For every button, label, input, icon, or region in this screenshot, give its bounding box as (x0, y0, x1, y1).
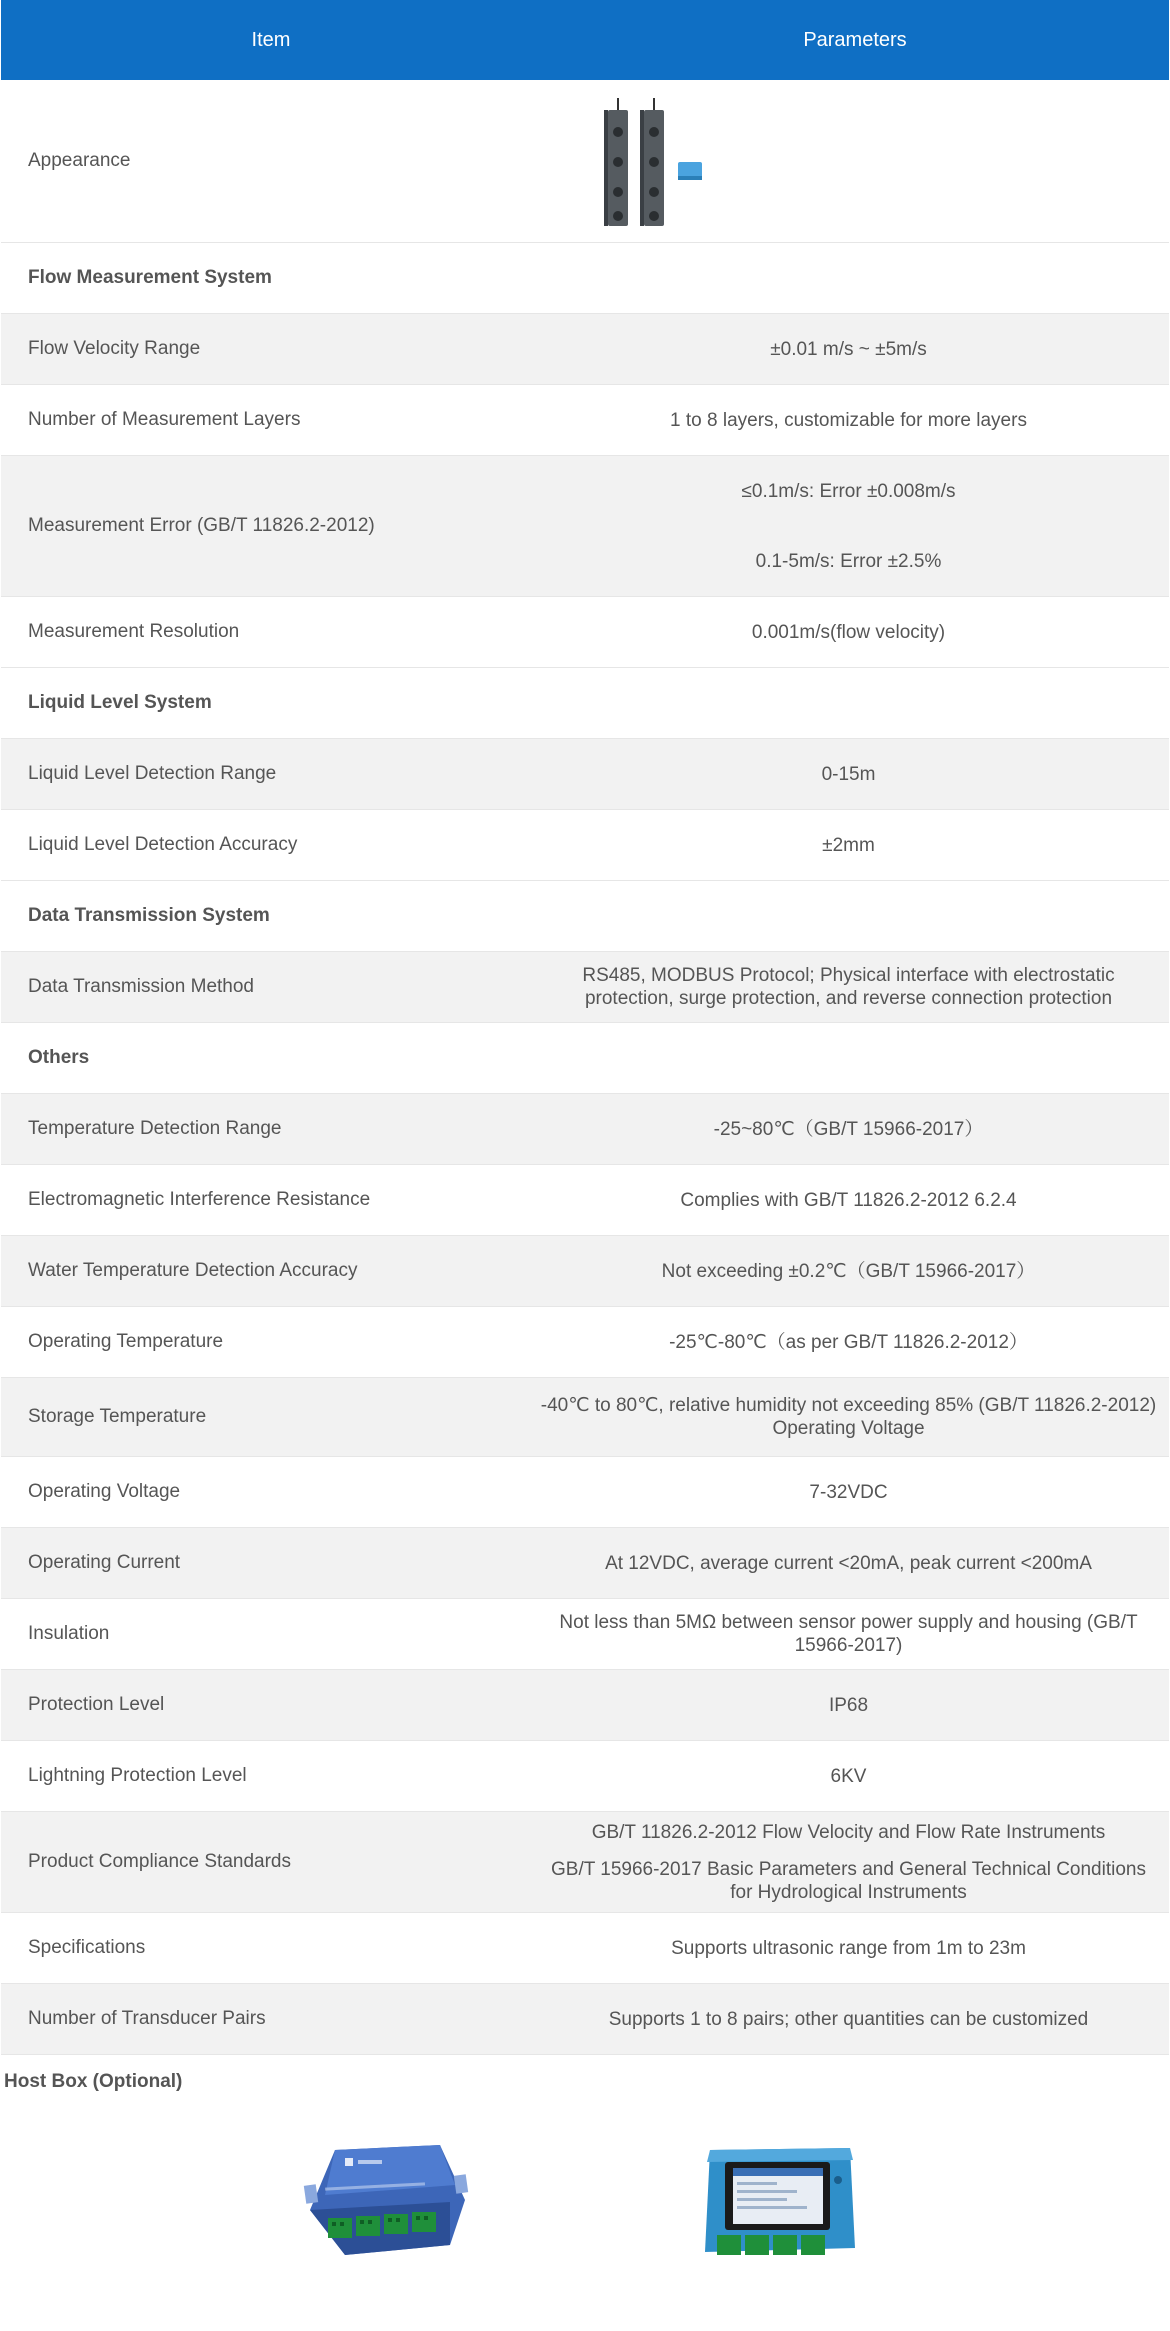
row-value (538, 621, 1169, 644)
row-value (538, 1611, 1169, 1657)
row-label: Data Transmission System (28, 905, 270, 926)
row-value-line: ≤0.1m/s: Error ±0.008m/s (741, 480, 956, 502)
transducer-appearance-image (596, 96, 726, 226)
table-row-specifications (1, 1913, 1169, 1984)
row-label: Operating Voltage (28, 1481, 181, 1502)
row-value-line: RS485, MODBUS Protocol; Physical interface with electrostatic protection, surge protection, and reverse connection protection (582, 965, 1115, 1009)
table-row-measurement-resolution (1, 597, 1169, 668)
table-row-temperature-detection-range (1, 1094, 1169, 1165)
row-value (538, 1937, 1169, 1960)
row-value-line: Supports 1 to 8 pairs; other quantities can be customized (608, 2008, 1089, 2030)
row-value-line: 0-15m (821, 763, 876, 785)
row-value (538, 1821, 1169, 1904)
row-value-line: Not less than 5MΩ between sensor power supply and housing (GB/T 15966-2017) (559, 1612, 1138, 1656)
row-value-line: GB/T 11826.2-2012 Flow Velocity and Flow Rate Instruments (591, 1821, 1106, 1843)
table-header (1, 0, 1169, 80)
table-row-others (1, 1023, 1169, 1094)
row-value-line: -25~80℃（GB/T 15966-2017） (713, 1118, 984, 1140)
table-row-storage-temperature (1, 1378, 1169, 1457)
row-label: Appearance (28, 150, 131, 171)
row-value (538, 1394, 1169, 1440)
row-value-line: ±2mm (822, 834, 875, 856)
table-row-flow-measurement-system (1, 243, 1169, 314)
row-value (538, 763, 1169, 786)
row-label: Temperature Detection Range (28, 1118, 282, 1139)
row-value (538, 2008, 1169, 2031)
row-value (538, 1118, 1169, 1141)
row-value (538, 834, 1169, 857)
row-label: Flow Velocity Range (28, 338, 201, 359)
row-label: Liquid Level System (28, 692, 212, 713)
row-value-line: -40℃ to 80℃, relative humidity not exceeding 85% (GB/T 11826.2-2012) Operating Voltage (540, 1395, 1157, 1439)
table-row-liquid-level-accuracy (1, 810, 1169, 881)
row-value (538, 1481, 1169, 1504)
row-value-line: GB/T 15966-2017 Basic Parameters and General Technical Conditions for Hydrological Instruments (551, 1858, 1146, 1903)
table-body (1, 80, 1169, 2055)
row-label: Number of Measurement Layers (28, 409, 301, 430)
table-row-flow-velocity-range (1, 314, 1169, 385)
row-label: Others (28, 1047, 90, 1068)
host-box-title: Host Box (Optional) (4, 2071, 183, 2092)
row-label: Data Transmission Method (28, 976, 254, 997)
row-label: Protection Level (28, 1694, 165, 1715)
row-value (538, 480, 1169, 573)
table-row-lightning-protection-level (1, 1741, 1169, 1812)
row-value-line: At 12VDC, average current <20mA, peak current <200mA (605, 1552, 1092, 1574)
spec-table (1, 0, 1169, 2055)
row-value (538, 964, 1169, 1010)
row-value-line: Complies with GB/T 11826.2-2012 6.2.4 (680, 1189, 1017, 1211)
row-value (538, 1694, 1169, 1717)
row-value (538, 1260, 1169, 1283)
header-item: Item (251, 28, 291, 51)
table-row-operating-current (1, 1528, 1169, 1599)
row-value (538, 409, 1169, 432)
table-row-data-transmission-system (1, 881, 1169, 952)
table-row-liquid-level-system (1, 668, 1169, 739)
header-parameters: Parameters (803, 28, 907, 51)
row-value (538, 1765, 1169, 1788)
row-label: Operating Temperature (28, 1331, 224, 1352)
row-label: Lightning Protection Level (28, 1765, 247, 1786)
row-label: Storage Temperature (28, 1406, 207, 1427)
row-label: Water Temperature Detection Accuracy (28, 1260, 358, 1281)
table-row-measurement-error (1, 456, 1169, 597)
row-label: Specifications (28, 1937, 146, 1958)
table-row-insulation (1, 1599, 1169, 1670)
row-value (538, 1189, 1169, 1212)
row-label: Insulation (28, 1623, 110, 1644)
host-box-enclosure-image (300, 2130, 475, 2270)
table-row-water-temp-accuracy (1, 1236, 1169, 1307)
row-label: Number of Transducer Pairs (28, 2008, 266, 2029)
table-row-appearance (1, 80, 1169, 243)
row-value-line: 0.001m/s(flow velocity) (751, 621, 946, 643)
table-row-transducer-pairs (1, 1984, 1169, 2055)
row-value-line: 6KV (830, 1765, 867, 1787)
row-value-line: 7-32VDC (809, 1481, 888, 1503)
row-value-line: -25℃-80℃（as per GB/T 11826.2-2012） (669, 1331, 1028, 1353)
row-label: Electromagnetic Interference Resistance (28, 1189, 371, 1210)
table-row-data-transmission-method (1, 952, 1169, 1023)
row-value (538, 338, 1169, 361)
row-label: Liquid Level Detection Range (28, 763, 277, 784)
row-value (538, 96, 1169, 226)
table-row-measurement-layers (1, 385, 1169, 456)
row-value-line: IP68 (828, 1694, 869, 1716)
table-row-operating-temperature (1, 1307, 1169, 1378)
table-row-emi-resistance (1, 1165, 1169, 1236)
row-label: Liquid Level Detection Accuracy (28, 834, 298, 855)
row-value (538, 1331, 1169, 1354)
row-value-line: ±0.01 m/s ~ ±5m/s (770, 338, 927, 360)
table-row-compliance-standards (1, 1812, 1169, 1913)
table-row-operating-voltage (1, 1457, 1169, 1528)
row-label: Flow Measurement System (28, 267, 272, 288)
row-value-line: Supports ultrasonic range from 1m to 23m (671, 1937, 1026, 1959)
row-label: Measurement Error (GB/T 11826.2-2012) (28, 515, 375, 536)
row-value (538, 1552, 1169, 1575)
table-row-liquid-level-range (1, 739, 1169, 810)
row-value-line: Not exceeding ±0.2℃（GB/T 15966-2017） (661, 1260, 1036, 1282)
row-value-line: 0.1-5m/s: Error ±2.5% (755, 550, 942, 572)
row-label: Operating Current (28, 1552, 181, 1573)
host-box-screen-image (695, 2140, 865, 2270)
row-label: Measurement Resolution (28, 621, 240, 642)
row-value-line: 1 to 8 layers, customizable for more layers (670, 409, 1027, 431)
table-row-protection-level (1, 1670, 1169, 1741)
row-label: Product Compliance Standards (28, 1851, 291, 1872)
